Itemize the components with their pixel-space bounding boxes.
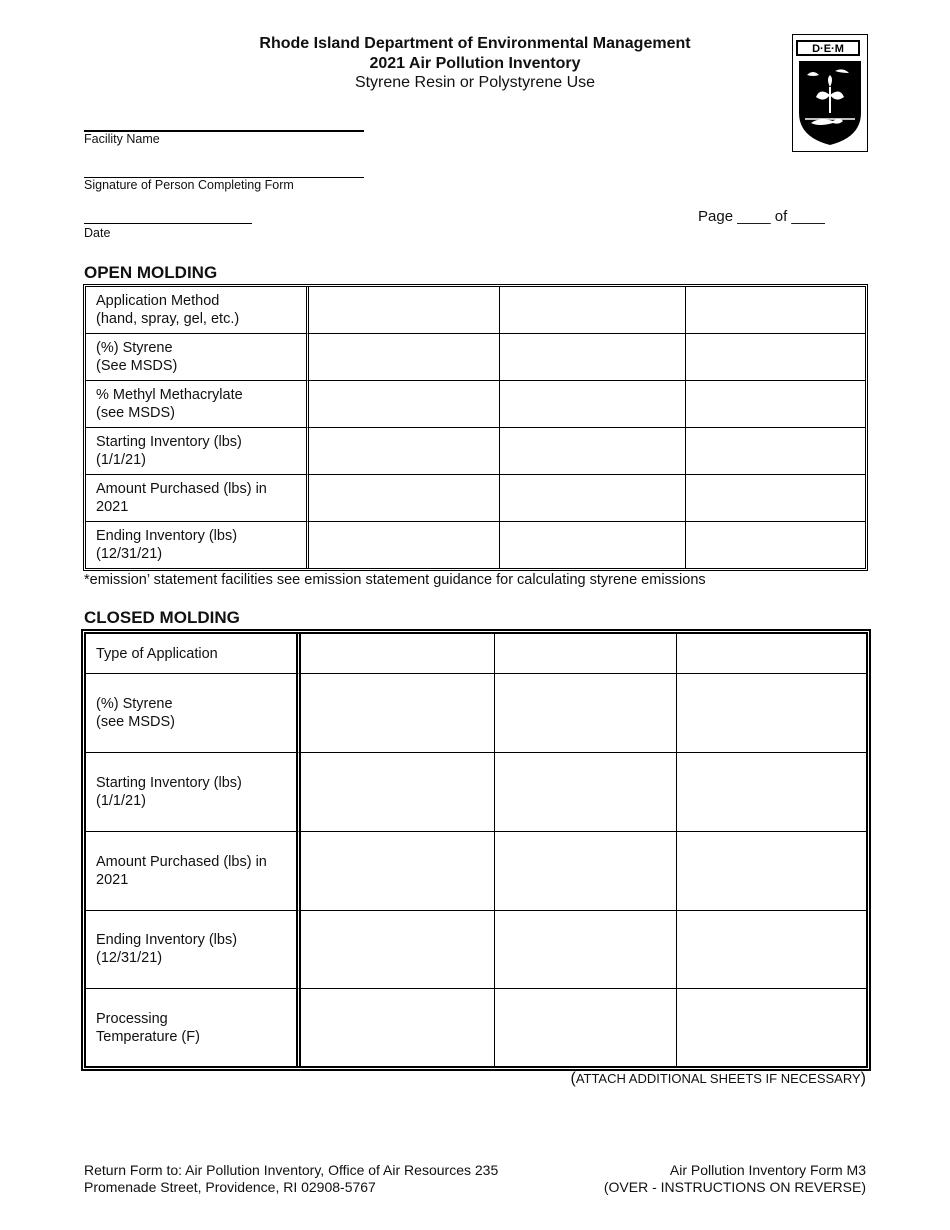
date-line[interactable] bbox=[84, 223, 252, 224]
table-row bbox=[86, 634, 866, 674]
input-cell[interactable] bbox=[686, 522, 865, 568]
row-label: (%) Styrene (See MSDS) bbox=[86, 334, 309, 381]
signature-label: Signature of Person Completing Form bbox=[84, 178, 294, 192]
over-note: (OVER - INSTRUCTIONS ON REVERSE) bbox=[603, 1179, 866, 1195]
dem-seal-icon bbox=[793, 35, 867, 151]
page-count: Page ____ of ____ bbox=[698, 208, 825, 225]
row-label: Ending Inventory (lbs) (12/31/21) bbox=[86, 522, 309, 568]
table-row bbox=[86, 674, 866, 753]
input-cell[interactable] bbox=[686, 287, 865, 334]
input-cell[interactable] bbox=[500, 522, 686, 568]
input-cell[interactable] bbox=[309, 428, 500, 475]
closed-molding-title: CLOSED MOLDING bbox=[84, 608, 240, 627]
input-cell[interactable] bbox=[677, 634, 866, 674]
input-cell[interactable] bbox=[500, 428, 686, 475]
table-row bbox=[86, 753, 866, 832]
table-row bbox=[86, 522, 865, 568]
return-address bbox=[84, 1162, 498, 1196]
input-cell[interactable] bbox=[677, 989, 866, 1066]
closed-molding-table bbox=[81, 629, 871, 1071]
input-cell[interactable] bbox=[500, 287, 686, 334]
row-label: % Methyl Methacrylate (see MSDS) bbox=[86, 381, 309, 428]
input-cell[interactable] bbox=[495, 989, 677, 1066]
input-cell[interactable] bbox=[301, 832, 495, 911]
input-cell[interactable] bbox=[301, 674, 495, 753]
input-cell[interactable] bbox=[301, 753, 495, 832]
input-cell[interactable] bbox=[500, 475, 686, 522]
input-cell[interactable] bbox=[495, 674, 677, 753]
return-line-1: Return Form to: Air Pollution Inventory, Office of Air Resources 235 bbox=[84, 1162, 499, 1178]
input-cell[interactable] bbox=[309, 334, 500, 381]
input-cell[interactable] bbox=[309, 381, 500, 428]
table-row bbox=[86, 911, 866, 990]
input-cell[interactable] bbox=[686, 334, 865, 381]
row-label: Starting Inventory (lbs) (1/1/21) bbox=[86, 428, 309, 475]
row-label: Starting Inventory (lbs) (1/1/21) bbox=[86, 753, 301, 832]
form-subtitle: Styrene Resin or Polystyrene Use bbox=[354, 74, 596, 91]
table-row bbox=[86, 334, 865, 381]
input-cell[interactable] bbox=[301, 634, 495, 674]
row-label: Processing Temperature (F) bbox=[86, 989, 301, 1066]
form-title: 2021 Air Pollution Inventory bbox=[369, 55, 581, 72]
date-label: Date bbox=[84, 226, 111, 240]
input-cell[interactable] bbox=[686, 428, 865, 475]
row-label: Application Method (hand, spray, gel, etc.) bbox=[86, 287, 309, 334]
row-label: Amount Purchased (lbs) in 2021 bbox=[86, 475, 309, 522]
row-label: Ending Inventory (lbs) (12/31/21) bbox=[86, 911, 301, 990]
attach-paren-close: ) bbox=[860, 1070, 866, 1087]
row-label: Amount Purchased (lbs) in 2021 bbox=[86, 832, 301, 911]
logo-lettering: D·E·M bbox=[812, 43, 844, 55]
table-row bbox=[86, 832, 866, 911]
input-cell[interactable] bbox=[309, 287, 500, 334]
row-label: (%) Styrene (see MSDS) bbox=[86, 674, 301, 753]
input-cell[interactable] bbox=[677, 753, 866, 832]
attach-sheets-note bbox=[570, 1070, 866, 1088]
input-cell[interactable] bbox=[495, 753, 677, 832]
input-cell[interactable] bbox=[309, 475, 500, 522]
input-cell[interactable] bbox=[677, 832, 866, 911]
open-molding-table bbox=[83, 284, 868, 571]
table-row bbox=[86, 381, 865, 428]
open-molding-title: OPEN MOLDING bbox=[84, 263, 218, 282]
dem-logo bbox=[792, 34, 868, 152]
attach-paren-open: ( bbox=[570, 1070, 576, 1087]
table-row bbox=[86, 287, 865, 334]
form-id: Air Pollution Inventory Form M3 bbox=[669, 1162, 866, 1178]
input-cell[interactable] bbox=[500, 334, 686, 381]
input-cell[interactable] bbox=[301, 989, 495, 1066]
emission-note: *emission’ statement facilities see emission statement guidance for calculating styrene emissions bbox=[84, 572, 706, 588]
input-cell[interactable] bbox=[686, 475, 865, 522]
agency-name: Rhode Island Department of Environmental Management bbox=[259, 35, 691, 52]
input-cell[interactable] bbox=[677, 911, 866, 990]
input-cell[interactable] bbox=[500, 381, 686, 428]
form-id-block bbox=[604, 1162, 866, 1196]
row-label: Type of Application bbox=[86, 634, 301, 674]
input-cell[interactable] bbox=[495, 832, 677, 911]
table-row bbox=[86, 428, 865, 475]
input-cell[interactable] bbox=[301, 911, 495, 990]
attach-text: ATTACH ADDITIONAL SHEETS IF NECESSARY bbox=[575, 1071, 861, 1086]
table-row bbox=[86, 475, 865, 522]
input-cell[interactable] bbox=[495, 911, 677, 990]
input-cell[interactable] bbox=[495, 634, 677, 674]
return-line-2: Promenade Street, Providence, RI 02908-5767 bbox=[84, 1179, 376, 1195]
input-cell[interactable] bbox=[677, 674, 866, 753]
input-cell[interactable] bbox=[686, 381, 865, 428]
facility-name-label: Facility Name bbox=[84, 132, 160, 146]
input-cell[interactable] bbox=[309, 522, 500, 568]
table-row bbox=[86, 989, 866, 1066]
